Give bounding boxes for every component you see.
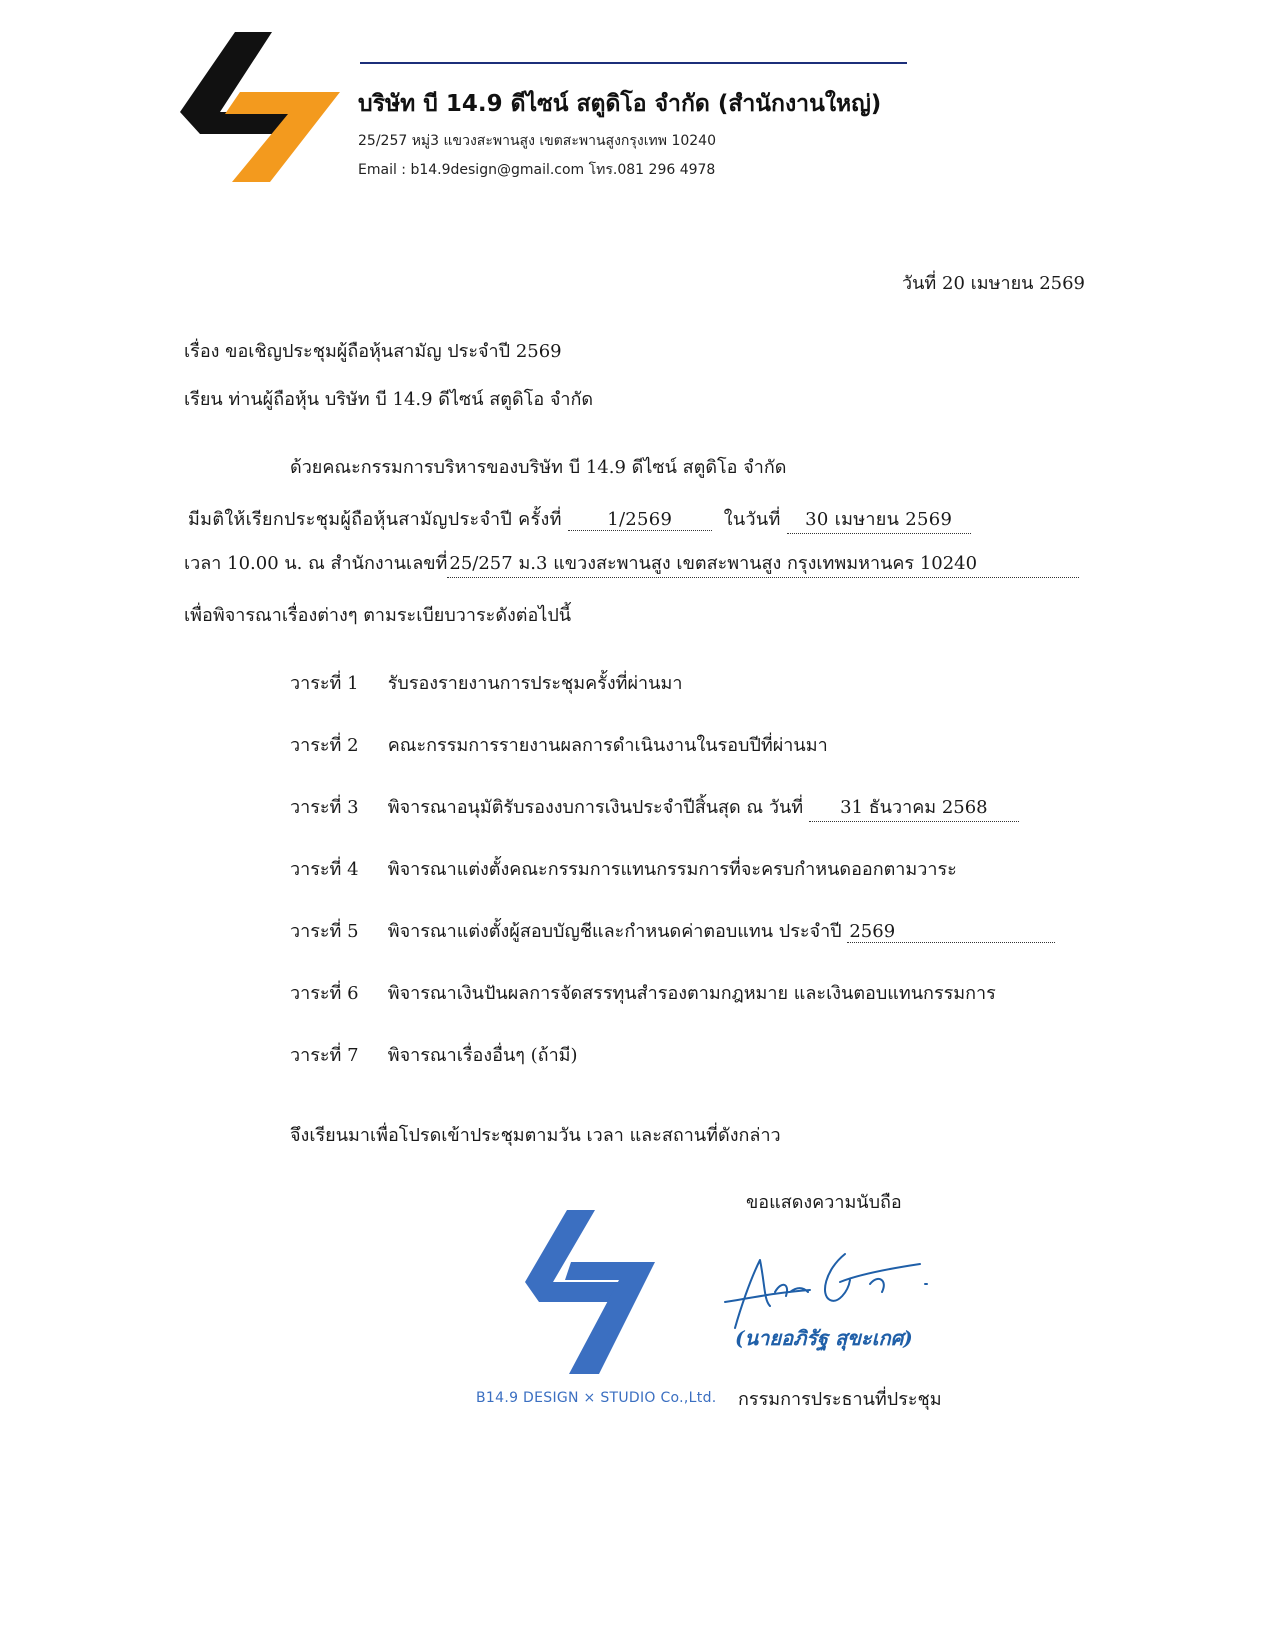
- body-line-2: [188, 504, 971, 534]
- agenda-text: รับรองรายงานการประชุมครั้งที่ผ่านมา: [387, 673, 683, 694]
- agenda-text: พิจารณาแต่งตั้งคณะกรรมการแทนกรรมการที่จะครบกำหนดออกตามวาระ: [387, 859, 957, 880]
- signer-title: กรรมการประธานที่ประชุม: [738, 1389, 942, 1410]
- agenda-label: วาระที่ 3: [290, 797, 359, 818]
- agenda-text: พิจารณาเรื่องอื่นๆ (ถ้ามี): [387, 1045, 578, 1066]
- meeting-date: 30 เมษายน 2569: [787, 504, 971, 534]
- signer-name: (นายอภิรัฐ สุขะเกศ): [735, 1326, 913, 1350]
- agenda-label: วาระที่ 2: [290, 735, 359, 756]
- letter-date: วันที่ 20 เมษายน 2569: [902, 273, 1085, 294]
- body-line-3: [184, 548, 1079, 578]
- agenda-text: พิจารณาแต่งตั้งผู้สอบบัญชีและกำหนดค่าตอบแทน ประจำปี: [387, 921, 842, 942]
- agenda-item: [290, 854, 957, 883]
- regards: ขอแสดงความนับถือ: [746, 1192, 902, 1213]
- signature: [720, 1240, 940, 1330]
- agenda-fill: 31 ธันวาคม 2568: [809, 792, 1019, 822]
- agenda-text: พิจารณาเงินปันผลการจัดสรรทุนสำรองตามกฎหมาย และเงินตอบแทนกรรมการ: [387, 983, 996, 1004]
- agenda-text: พิจารณาอนุมัติรับรองงบการเงินประจำปีสิ้นสุด ณ วันที่: [387, 797, 804, 818]
- agenda-item: [290, 916, 1055, 945]
- body-line-4: เพื่อพิจารณาเรื่องต่างๆ ตามระเบียบวาระดังต่อไปนี้: [184, 605, 572, 626]
- stamp-text: B14.9 DESIGN × STUDIO Co.,Ltd.: [476, 1390, 717, 1406]
- agenda-item: [290, 978, 996, 1007]
- company-address: 25/257 หมู่3 แขวงสะพานสูง เขตสะพานสูงกรุงเทพ 10240: [358, 133, 716, 149]
- agenda-label: วาระที่ 7: [290, 1045, 359, 1066]
- closing-line: จึงเรียนมาเพื่อโปรดเข้าประชุมตามวัน เวลา และสถานที่ดังกล่าว: [290, 1125, 781, 1146]
- meeting-time: เวลา 10.00 น. ณ สำนักงานเลขที่: [184, 553, 448, 574]
- agenda-item: [290, 668, 682, 697]
- company-logo: [180, 32, 350, 182]
- company-stamp: [525, 1210, 665, 1380]
- agenda-label: วาระที่ 5: [290, 921, 359, 942]
- agenda-label: วาระที่ 1: [290, 673, 359, 694]
- letter-recipient: เรียน ท่านผู้ถือหุ้น บริษัท บี 14.9 ดีไซน์ สตูดิโอ จำกัด: [184, 389, 594, 410]
- meeting-date-label: ในวันที่: [723, 509, 781, 530]
- agenda-label: วาระที่ 6: [290, 983, 359, 1004]
- company-name: บริษัท บี 14.9 ดีไซน์ สตูดิโอ จำกัด (สำนักงานใหญ่): [358, 91, 882, 117]
- agenda-item: [290, 730, 828, 759]
- agenda-label: วาระที่ 4: [290, 859, 359, 880]
- letter-subject: เรื่อง ขอเชิญประชุมผู้ถือหุ้นสามัญ ประจำปี 2569: [184, 341, 562, 362]
- meeting-intro: มีมติให้เรียกประชุมผู้ถือหุ้นสามัญประจำปี ครั้งที่: [188, 509, 562, 530]
- header-rule: [360, 62, 907, 64]
- agenda-fill: 2569: [847, 921, 1055, 943]
- agenda-item: [290, 1040, 578, 1069]
- body-line-1: ด้วยคณะกรรมการบริหารของบริษัท บี 14.9 ดีไซน์ สตูดิโอ จำกัด: [290, 457, 787, 478]
- meeting-number: 1/2569: [568, 509, 712, 531]
- agenda-text: คณะกรรมการรายงานผลการดำเนินงานในรอบปีที่ผ่านมา: [387, 735, 828, 756]
- meeting-place: 25/257 ม.3 แขวงสะพานสูง เขตสะพานสูง กรุงเทพมหานคร 10240: [447, 548, 1079, 578]
- agenda-item: [290, 792, 1019, 822]
- company-contact: Email : b14.9design@gmail.com โทร.081 296 4978: [358, 162, 716, 178]
